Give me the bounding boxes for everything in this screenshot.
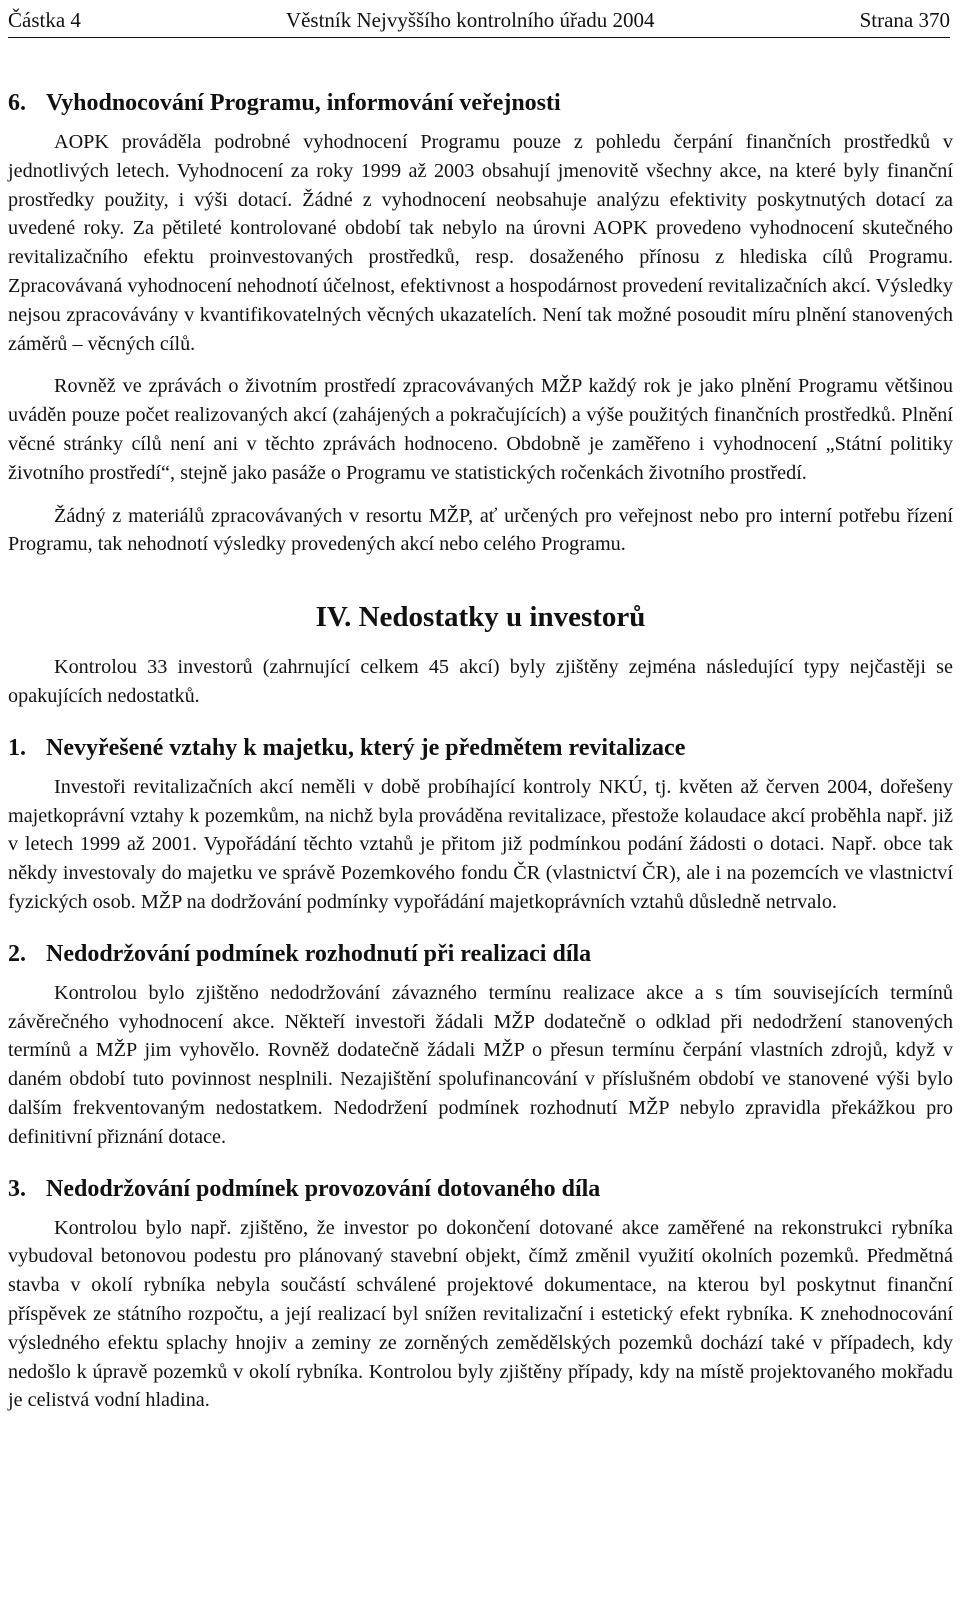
- section-3-paragraph: Kontrolou bylo např. zjištěno, že investor po dokončení dotované akce zaměřené na rekonstrukci rybníka vybudoval betonovou podestu pro plánovaný stavební objekt, čímž změnil využití okolních pozemků. Předmětná stavba v okolí rybníka nebyla součástí schválené projektové dokumentace, na kterou byl poskytnut finanční příspěvek ze státního rozpočtu, a její realizací byl snížen revitalizační i estetický efekt rybníka. K znehodnocování výsledného efektu splachy hnojiv a zeminy ze zorněných zemědělských pozemků dochází také v případech, kdy nedošlo k úpravě pozemků v okolí rybníka. Kontrolou byly zjištěny případy, kdy na místě projektovaného mokřadu je celistvá vodní hladina.: [8, 1216, 953, 1412]
- chapter-4-intro: Kontrolou 33 investorů (zahrnující celkem 45 akcí) byly zjištěny zejména následující typy nejčastěji se opakujících nedostatků.: [8, 656, 953, 707]
- section-1-paragraph: Investoři revitalizačních akcí neměli v době probíhající kontroly NKÚ, tj. květen až červen 2004, dořešeny majetkoprávní vztahy k pozemkům, na nichž byla prováděna revitalizace, přestože kolaudace akcí proběhla např. již v letech 1999 až 2001. Vypořádání těchto vztahů je přitom již podmínkou podání žádosti o dotaci. Např. obce tak někdy investovaly do majetku ve správě Pozemkového fondu ČR (vlastnictví ČR), ale i na pozemcích ve vlastnictví fyzických osob. MŽP na dodržování podmínky vypořádání majetkoprávních vztahů důsledně netrvalo.: [8, 775, 953, 913]
- section-3-heading: [8, 1174, 953, 1204]
- page-header: [8, 6, 950, 38]
- section-2-paragraph: Kontrolou bylo zjištěno nedodržování závazného termínu realizace akce a s tím souvisejících termínů závěrečného vyhodnocení akce. Někteří investoři žádali MŽP dodatečně o odklad při nedodržení stanovených termínů a MŽP jim vyhovělo. Rovněž dodatečně žádali MŽP o přesun termínu čerpání vlastních zdrojů, když v daném období tuto povinnost nesplnili. Nezajištění spolufinancování v příslušném období ve stanovené výši bylo dalším frekventovaným nedostatkem. Nedodržení podmínek rozhodnutí MŽP nebylo zpravidla překážkou pro definitivní přiznání dotace.: [8, 981, 953, 1148]
- section-6-number: 6.: [8, 90, 26, 116]
- header-page-number: Strana 370: [859, 8, 950, 32]
- section-6-paragraph-1: AOPK prováděla podrobné vyhodnocení Programu pouze z pohledu čerpání finančních prostředků v jednotlivých letech. Vyhodnocení za roky 1999 až 2003 obsahují jmenovitě všechny akce, na které byly finanční prostředky použity, i výši dotací. Žádné z vyhodnocení neobsahuje analýzu efektivity poskytnutých dotací za uvedené roky. Za pětileté kontrolované období tak nebylo na úrovni AOPK provedeno vyhodnocení skutečného revitalizačního efektu proinvestovaných prostředků, resp. dosaženého přínosu z hlediska cílů Programu. Zpracovávaná vyhodnocení nehodnotí účelnost, efektivnost a hospodárnost provedení revitalizačních akcí. Výsledky nejsou zpracovávány v kvantifikovatelných věcných ukazatelích. Není tak možné posoudit míru plnění stanovených záměrů – věcných cílů.: [8, 131, 953, 355]
- section-3-number: 3.: [8, 1175, 26, 1202]
- section-6-heading: [8, 88, 953, 118]
- section-6-title: Vyhodnocování Programu, informování veřejnosti: [46, 90, 561, 116]
- section-1-title: Nevyřešené vztahy k majetku, který je předmětem revitalizace: [46, 734, 686, 761]
- section-2-heading: [8, 939, 953, 969]
- section-3-title: Nedodržování podmínek provozování dotovaného díla: [46, 1175, 601, 1202]
- section-6-paragraph-2: Rovněž ve zprávách o životním prostředí zpracovávaných MŽP každý rok je jako plnění Programu většinou uváděn pouze počet realizovaných akcí (zahájených a pokračujících) a výše použitých finančních prostředků. Plnění věcné stránky cílů není ani v těchto zprávách hodnoceno. Obdobně je zaměřeno i vyhodnocení „Státní politiky životního prostředí“, stejně jako pasáže o Programu ve statistických ročenkách životního prostředí.: [8, 375, 953, 484]
- section-6-paragraph-3: Žádný z materiálů zpracovávaných v resortu MŽP, ať určených pro veřejnost nebo pro interní potřebu řízení Programu, tak nehodnotí výsledky provedených akcí nebo celého Programu.: [8, 504, 953, 556]
- header-issue: Částka 4: [8, 8, 81, 32]
- section-2-number: 2.: [8, 940, 26, 967]
- section-2-title: Nedodržování podmínek rozhodnutí při realizaci díla: [46, 940, 592, 967]
- chapter-4-title: IV. Nedostatky u investorů: [315, 601, 646, 634]
- section-1-number: 1.: [8, 734, 26, 761]
- section-1-heading: [8, 733, 953, 763]
- header-publication: Věstník Nejvyššího kontrolního úřadu 2004: [285, 8, 655, 32]
- page-content: [8, 66, 953, 1429]
